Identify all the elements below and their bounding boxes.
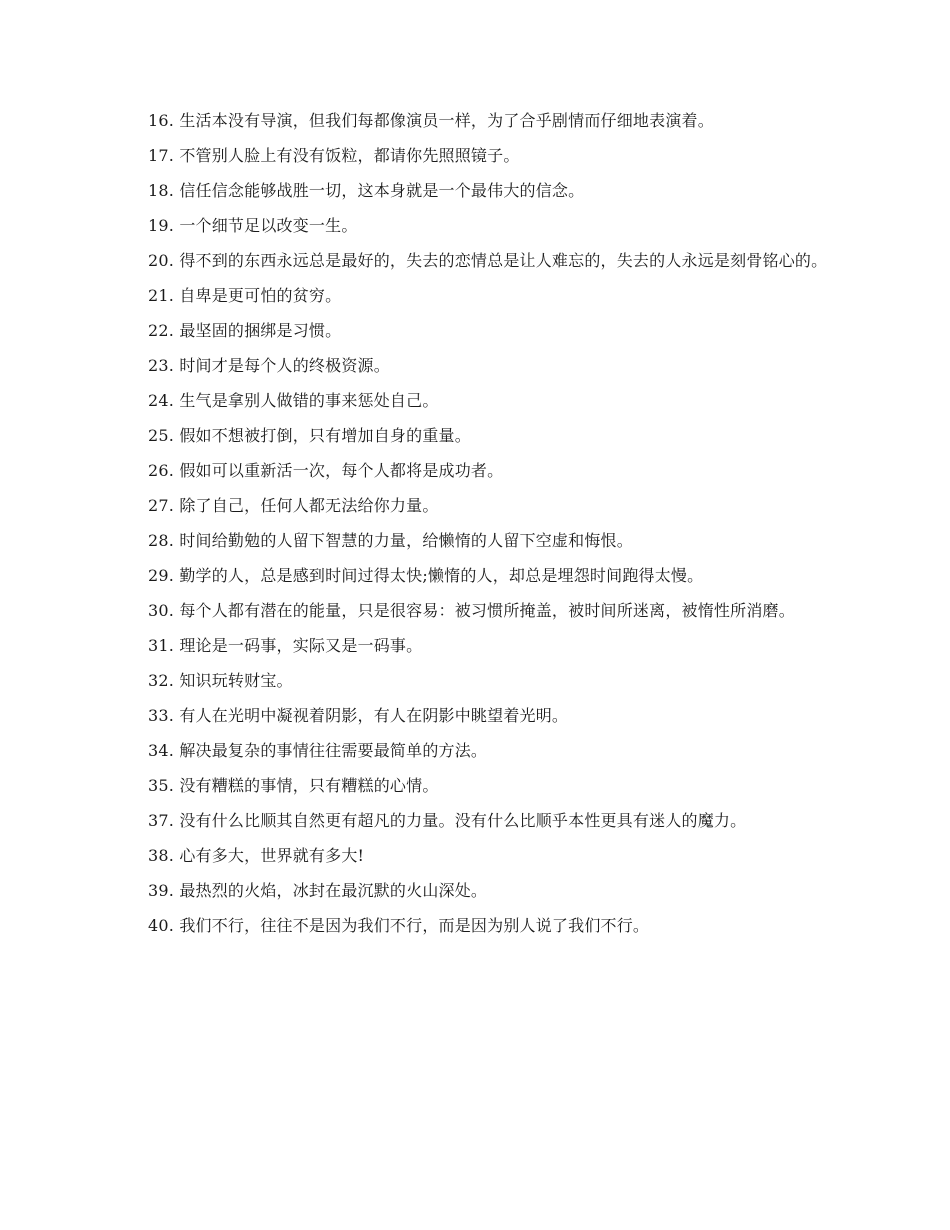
quote-paragraph: 40. 我们不行，往往不是因为我们不行，而是因为别人说了我们不行。: [148, 916, 650, 935]
quote-paragraph: 27. 除了自己，任何人都无法给你力量。: [148, 496, 439, 515]
quote-paragraph: 35. 没有糟糕的事情，只有糟糕的心情。: [148, 776, 439, 795]
quote-paragraph: 21. 自卑是更可怕的贫穷。: [148, 286, 342, 305]
quote-paragraph: 33. 有人在光明中凝视着阴影，有人在阴影中眺望着光明。: [148, 706, 569, 725]
quote-paragraph: 29. 勤学的人，总是感到时间过得太快;懒惰的人，却总是埋怨时间跑得太慢。: [148, 566, 704, 585]
quote-paragraph: 37. 没有什么比顺其自然更有超凡的力量。没有什么比顺乎本性更具有迷人的魔力。: [148, 811, 747, 830]
quote-paragraph: 25. 假如不想被打倒，只有增加自身的重量。: [148, 426, 471, 445]
quote-paragraph: 28. 时间给勤勉的人留下智慧的力量，给懒惰的人留下空虚和悔恨。: [148, 531, 633, 550]
quote-paragraph: 38. 心有多大，世界就有多大!: [148, 846, 365, 865]
quote-paragraph: 24. 生气是拿别人做错的事来惩处自己。: [148, 391, 439, 410]
quote-paragraph: 26. 假如可以重新活一次，每个人都将是成功者。: [148, 461, 504, 480]
quote-paragraph: 17. 不管别人脸上有没有饭粒，都请你先照照镜子。: [148, 146, 520, 165]
quote-paragraph: 20. 得不到的东西永远总是最好的，失去的恋情总是让人难忘的，失去的人永远是刻骨铭心的。: [148, 251, 828, 270]
quote-paragraph: 32. 知识玩转财宝。: [148, 671, 293, 690]
quote-paragraph: 31. 理论是一码事，实际又是一码事。: [148, 636, 423, 655]
quote-paragraph: 39. 最热烈的火焰，冰封在最沉默的火山深处。: [148, 881, 488, 900]
document-body: [113, 111, 835, 951]
quote-paragraph: 16. 生活本没有导演，但我们每都像演员一样，为了合乎剧情而仔细地表演着。: [148, 111, 714, 130]
quote-paragraph: 18. 信任信念能够战胜一切，这本身就是一个最伟大的信念。: [148, 181, 585, 200]
quote-paragraph: 19. 一个细节足以改变一生。: [148, 216, 358, 235]
quote-paragraph: 34. 解决最复杂的事情往往需要最简单的方法。: [148, 741, 488, 760]
quote-paragraph: 23. 时间才是每个人的终极资源。: [148, 356, 390, 375]
quote-paragraph: 30. 每个人都有潜在的能量，只是很容易：被习惯所掩盖，被时间所迷离，被惰性所消磨。: [148, 601, 795, 620]
quote-paragraph: 22. 最坚固的捆绑是习惯。: [148, 321, 342, 340]
